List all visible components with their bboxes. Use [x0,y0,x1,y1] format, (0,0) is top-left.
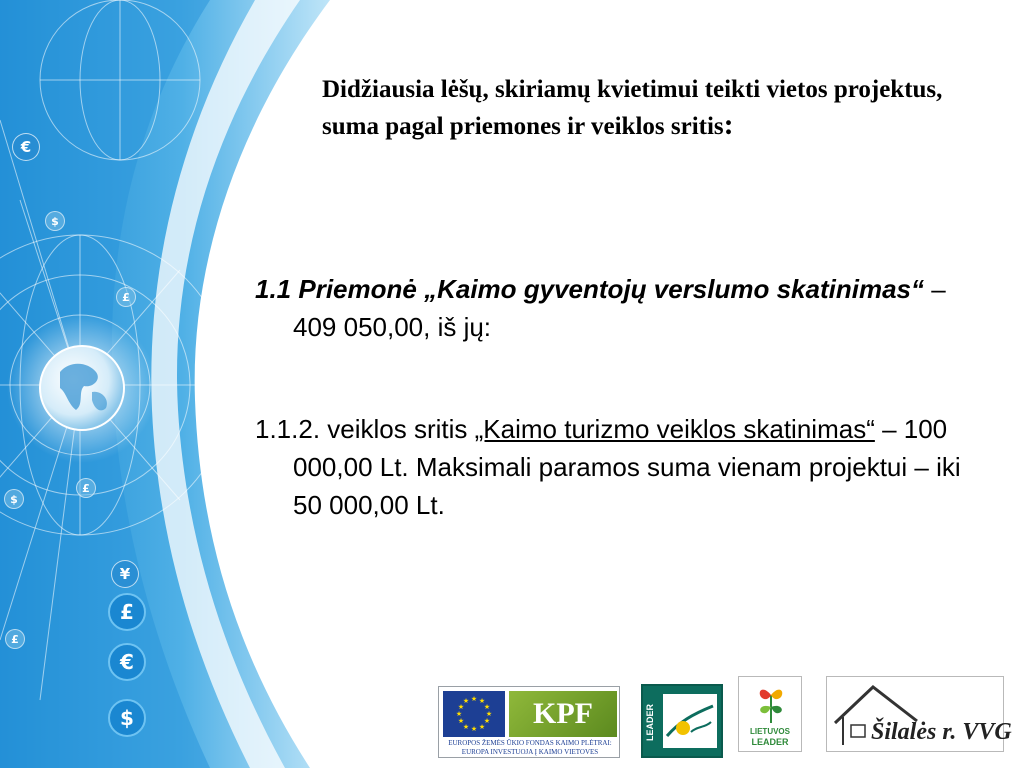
leader-emblem-icon [661,692,719,750]
eu-caption-line-1: EUROPOS ŽEMĖS ŪKIO FONDAS KAIMO PLĖTRAI: [448,739,612,747]
plant-icon [753,681,789,725]
leader-logo [641,684,723,758]
vvg-logo-text: Šilalės r. VVG [871,719,1012,745]
kpf-logo-mark: KPF [509,691,617,737]
activity-link[interactable]: „Kaimo turizmo veiklos skatinimas“ [474,414,875,444]
svg-text:★: ★ [485,710,493,718]
pound-coin-icon: £ [5,629,25,649]
svg-text:★: ★ [462,723,470,731]
activity-details: – 100 000,00 Lt. Maksimali paramos suma vienam projektui – iki 50 000,00 Lt. [293,414,961,520]
yen-coin-icon: ¥ [111,560,139,588]
dollar-coin-icon: $ [4,489,24,509]
dollar-coin-icon: $ [45,211,65,231]
dollar-coin-icon: $ [108,699,146,737]
eu-flag-icon [443,691,505,737]
activity-paragraph [255,410,973,524]
measure-label: 1.1 Priemonė „Kaimo gyventojų verslumo skatinimas“ [255,274,925,304]
pound-coin-icon: £ [108,593,146,631]
svg-text:★: ★ [462,697,470,705]
euro-coin-icon: € [108,643,146,681]
euro-coin-icon: € [12,133,40,161]
svg-text:★: ★ [455,710,463,718]
slide-title-colon: : [723,108,734,141]
svg-text:★: ★ [457,717,465,725]
lietuvos-leader-text-1: LIETUVOS [749,727,790,736]
lietuvos-leader-logo [738,676,802,752]
sponsor-logos [438,674,1012,758]
eu-kpf-logo [438,686,620,758]
silales-vvg-logo [826,676,1012,752]
slide-title-text: Didžiausia lėšų, skiriamų kvietimui teikti vietos projektus, suma pagal priemones ir veiklos sritis [322,76,943,140]
svg-text:★: ★ [478,723,486,731]
eu-caption-line-2: EUROPA INVESTUOJA Į KAIMO VIETOVES [461,748,599,756]
svg-text:★: ★ [470,695,478,703]
leader-logo-text: LEADER [645,703,655,741]
svg-text:★: ★ [483,703,491,711]
svg-text:★: ★ [478,697,486,705]
pound-coin-icon: £ [76,478,96,498]
measure-amount: – 409 050,00, iš jų: [293,274,946,342]
svg-text:★: ★ [483,717,491,725]
pound-coin-icon: £ [116,287,136,307]
measure-paragraph [255,270,973,346]
lietuvos-leader-text-2: LEADER [751,737,789,747]
activity-prefix: 1.1.2. veiklos sritis [255,414,475,444]
svg-text:★: ★ [457,703,465,711]
slide-title [322,72,962,144]
svg-text:★: ★ [470,725,478,733]
